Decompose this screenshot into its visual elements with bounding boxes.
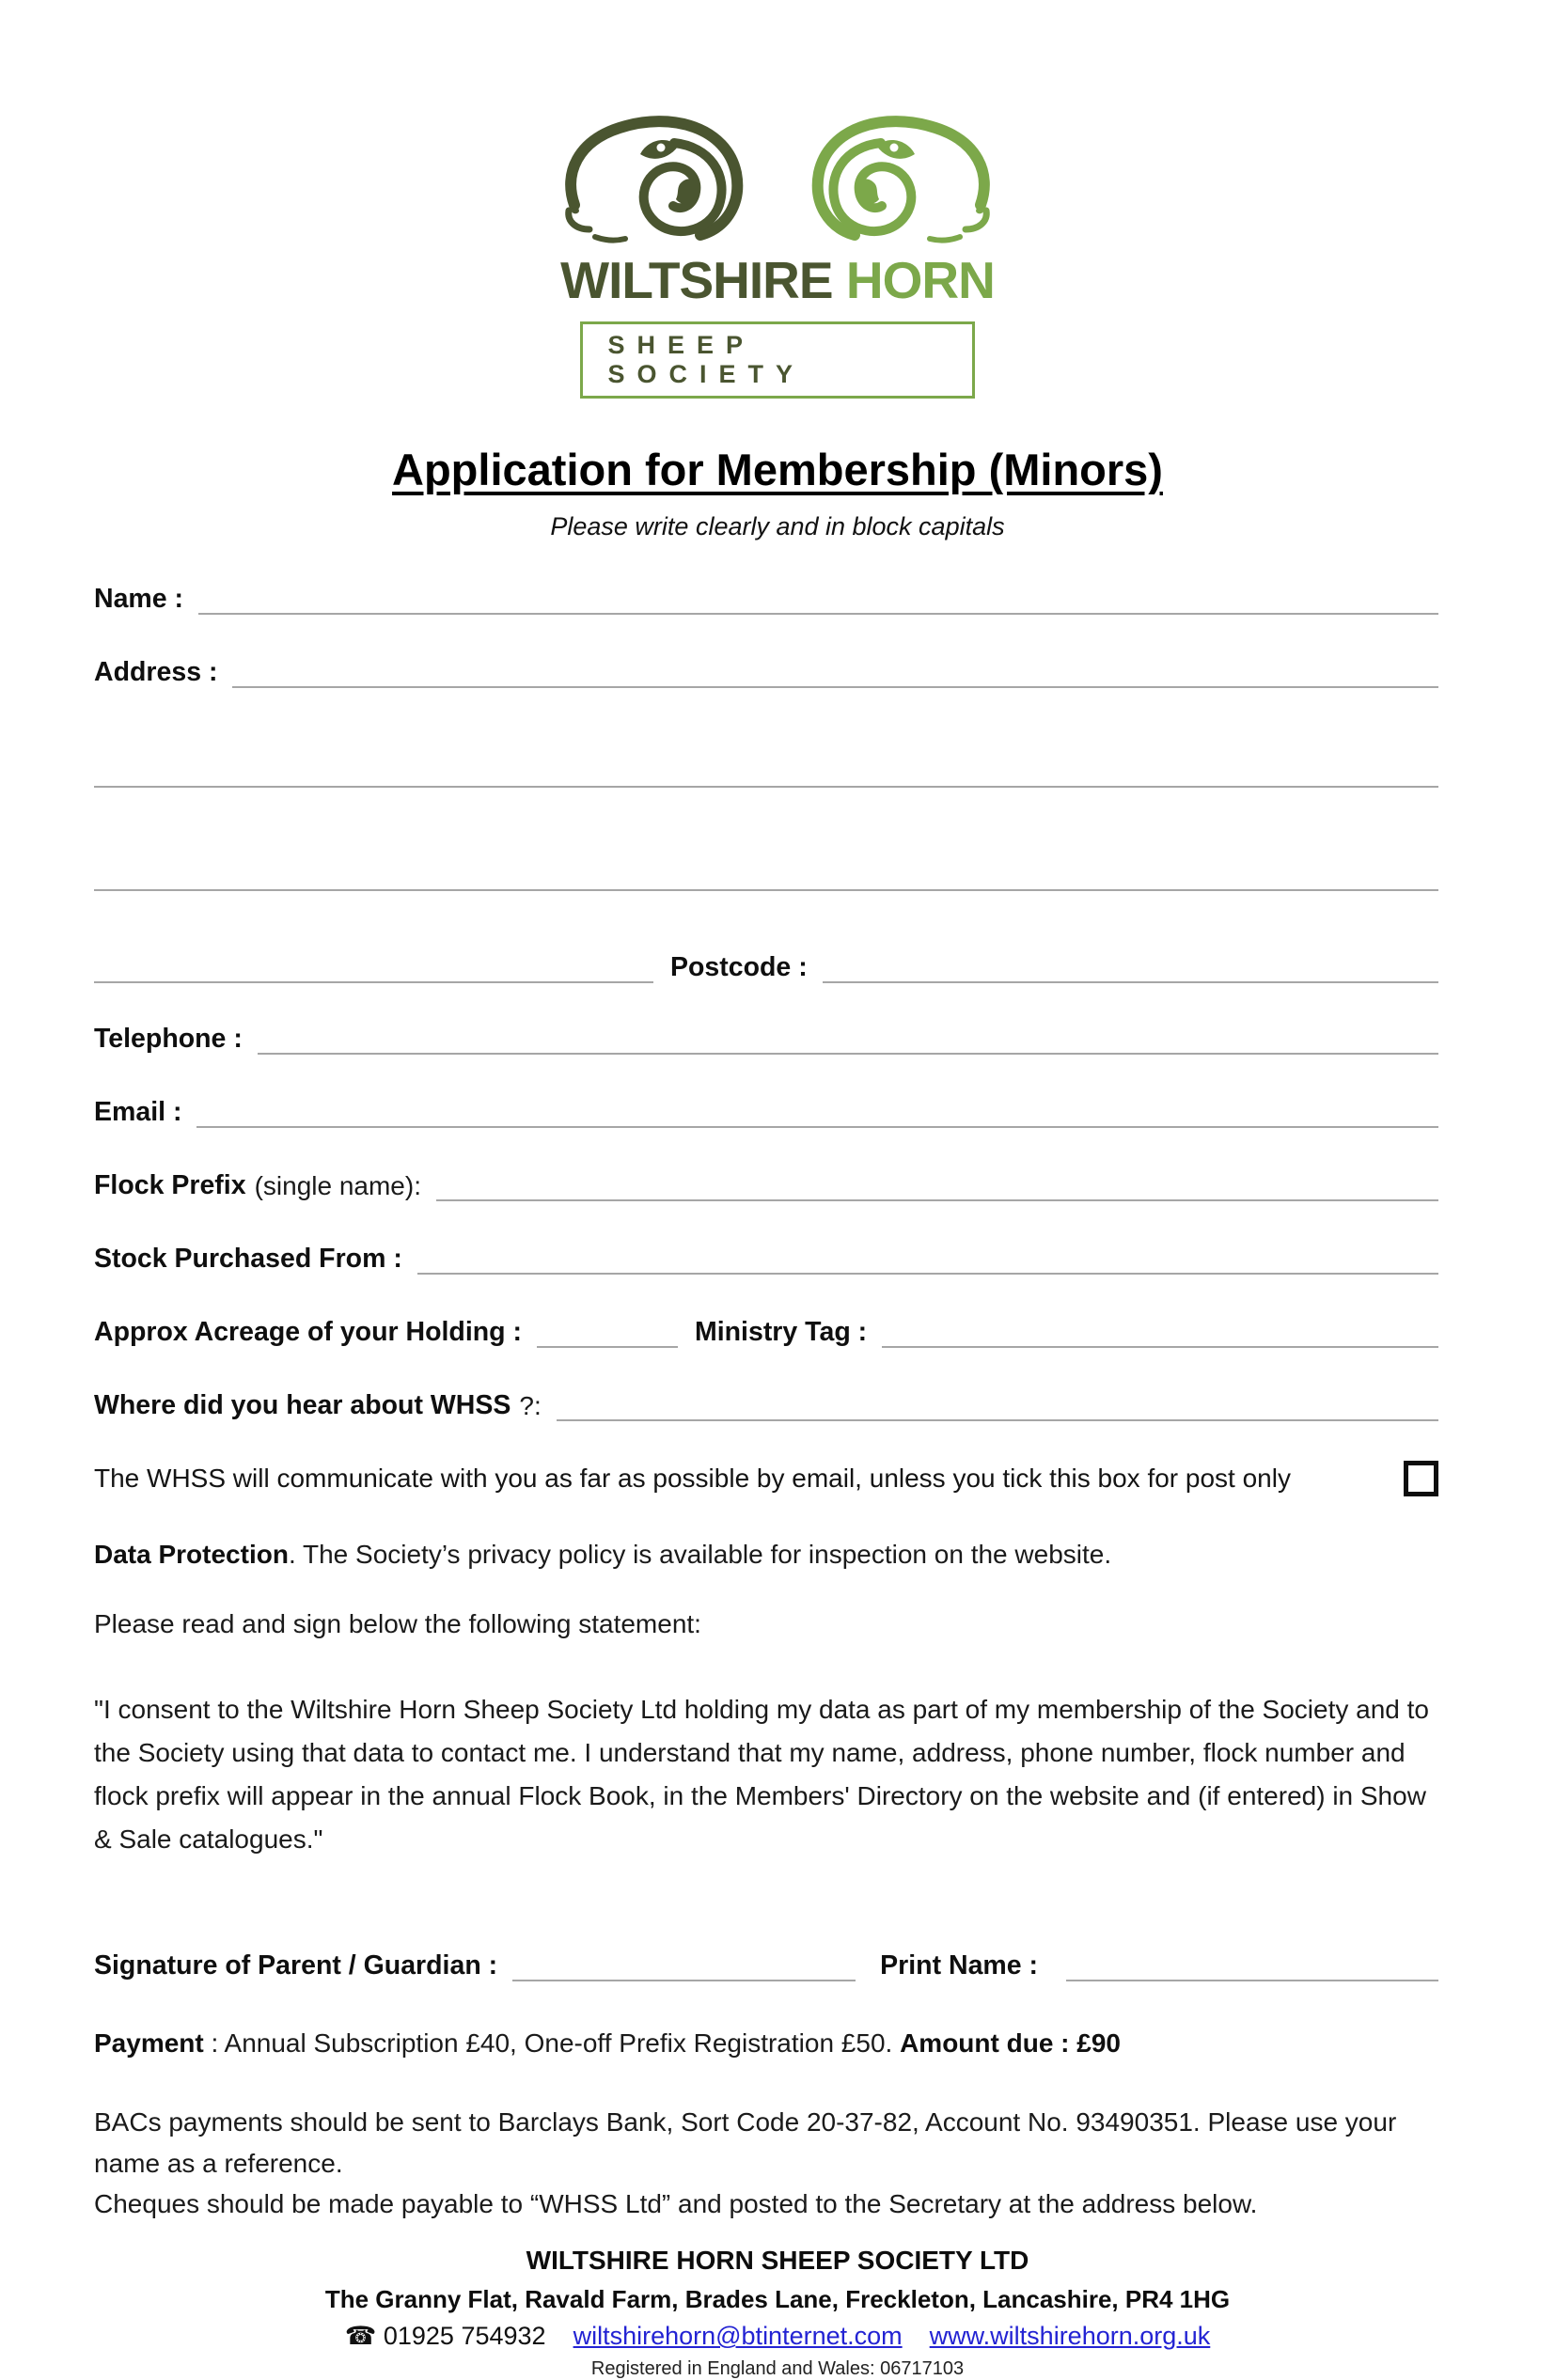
hear-about-suffix: ?: bbox=[519, 1391, 542, 1420]
consent-statement: "I consent to the Wiltshire Horn Sheep Society Ltd holding my data as part of my membership of the Society and to the Society using that data to contact me. I understand that my name, address, phone number, flock number and flock prefix will appear in the annual Flock Book, in the Members' Directory on the website and (if entered) in Show & Sale catalogues." bbox=[94, 1695, 1430, 1854]
stock-purchased-input-line[interactable] bbox=[417, 1265, 1438, 1275]
acreage-ministry-row bbox=[94, 1316, 1438, 1348]
flock-prefix-input-line[interactable] bbox=[436, 1192, 1438, 1201]
post-only-row bbox=[94, 1461, 1438, 1496]
ram-heads-logo-icon bbox=[561, 115, 994, 246]
stock-purchased-row bbox=[94, 1243, 1438, 1275]
logo-wordmark bbox=[560, 250, 995, 310]
postcode-input-line[interactable] bbox=[823, 974, 1438, 983]
payment-paragraph bbox=[94, 2028, 1442, 2059]
email-row bbox=[94, 1096, 1438, 1128]
data-protection-paragraph bbox=[94, 1540, 1442, 1570]
society-logo bbox=[0, 115, 1555, 399]
page-subtitle: Please write clearly and in block capitals bbox=[550, 512, 1005, 540]
hear-about-row bbox=[94, 1389, 1438, 1421]
address-label: Address : bbox=[94, 657, 218, 687]
telephone-icon: ☎ bbox=[344, 2322, 377, 2351]
footer-email-link[interactable]: wiltshirehorn@btinternet.com bbox=[573, 2322, 903, 2351]
payment-label: Payment bbox=[94, 2028, 204, 2058]
email-label: Email : bbox=[94, 1097, 182, 1127]
page-title: Application for Membership (Minors) bbox=[392, 445, 1163, 494]
read-sign-paragraph: Please read and sign below the following statement: bbox=[94, 1609, 701, 1638]
print-name-label: Print Name : bbox=[880, 1949, 1039, 1981]
acreage-label: Approx Acreage of your Holding : bbox=[94, 1317, 522, 1347]
footer-registration-number: Registered in England and Wales: 06717103 bbox=[590, 2358, 965, 2380]
hear-about-input-line[interactable] bbox=[557, 1412, 1438, 1421]
telephone-label: Telephone : bbox=[94, 1024, 243, 1054]
flock-prefix-row bbox=[94, 1169, 1438, 1201]
signature-label: Signature of Parent / Guardian : bbox=[94, 1949, 498, 1981]
flock-prefix-hint: (single name): bbox=[254, 1171, 421, 1200]
amount-due: Amount due : £90 bbox=[900, 2028, 1121, 2058]
stock-purchased-label: Stock Purchased From : bbox=[94, 1244, 402, 1274]
data-protection-text: . The Society’s privacy policy is available for inspection on the website. bbox=[288, 1540, 1112, 1569]
footer-contact-line bbox=[0, 2322, 1555, 2351]
address-row bbox=[94, 656, 1438, 688]
footer bbox=[0, 2246, 1555, 2380]
post-only-text: The WHSS will communicate with you as far as possible by email, unless you tick this box for post only bbox=[94, 1464, 1291, 1493]
postcode-label: Postcode : bbox=[670, 952, 808, 982]
name-input-line[interactable] bbox=[198, 605, 1438, 615]
payment-details: : Annual Subscription £40, One-off Prefix Registration £50. bbox=[203, 2028, 901, 2058]
logo-sheep-society-box: SHEEP SOCIETY bbox=[580, 321, 974, 399]
address-row-3 bbox=[94, 859, 1438, 891]
address-row-2 bbox=[94, 756, 1438, 788]
ministry-tag-input-line[interactable] bbox=[882, 1339, 1438, 1348]
footer-address: The Granny Flat, Ravald Farm, Brades Lane, Freckleton, Lancashire, PR4 1HG bbox=[324, 2285, 1231, 2314]
signature-input-line[interactable] bbox=[512, 1972, 856, 1981]
logo-word-horn: HORN bbox=[845, 251, 995, 309]
address-input-line-2[interactable] bbox=[94, 778, 1438, 788]
address-input-line-3[interactable] bbox=[94, 882, 1438, 891]
print-name-input-line[interactable] bbox=[1066, 1972, 1438, 1981]
email-input-line[interactable] bbox=[196, 1119, 1438, 1128]
hear-about-label: Where did you hear about WHSS bbox=[94, 1390, 511, 1420]
signature-row bbox=[94, 1949, 1438, 1981]
acreage-input-line[interactable] bbox=[537, 1339, 678, 1348]
name-row bbox=[94, 583, 1438, 615]
address-input-line-4[interactable] bbox=[94, 974, 653, 983]
bacs-paragraph: BACs payments should be sent to Barclays Bank, Sort Code 20-37-82, Account No. 93490351. Please use your name as a reference. bbox=[94, 2106, 1397, 2179]
telephone-input-line[interactable] bbox=[258, 1045, 1438, 1055]
cheques-paragraph: Cheques should be made payable to “WHSS Ltd” and posted to the Secretary at the address below. bbox=[94, 2189, 1258, 2219]
logo-word-wiltshire: WILTSHIRE bbox=[560, 251, 833, 309]
footer-website-link[interactable]: www.wiltshirehorn.org.uk bbox=[929, 2322, 1211, 2351]
application-form-page bbox=[0, 115, 1555, 2380]
ministry-tag-label: Ministry Tag : bbox=[694, 1317, 868, 1347]
name-label: Name : bbox=[94, 584, 184, 614]
data-protection-label: Data Protection bbox=[94, 1540, 289, 1569]
postcode-row bbox=[94, 951, 1438, 983]
telephone-row bbox=[94, 1023, 1438, 1055]
footer-society-name: WILTSHIRE HORN SHEEP SOCIETY LTD bbox=[526, 2246, 1029, 2276]
post-only-checkbox[interactable] bbox=[1404, 1461, 1438, 1496]
footer-phone-number: 01925 754932 bbox=[383, 2322, 546, 2351]
flock-prefix-label: Flock Prefix bbox=[94, 1170, 246, 1200]
address-input-line-1[interactable] bbox=[232, 679, 1438, 688]
